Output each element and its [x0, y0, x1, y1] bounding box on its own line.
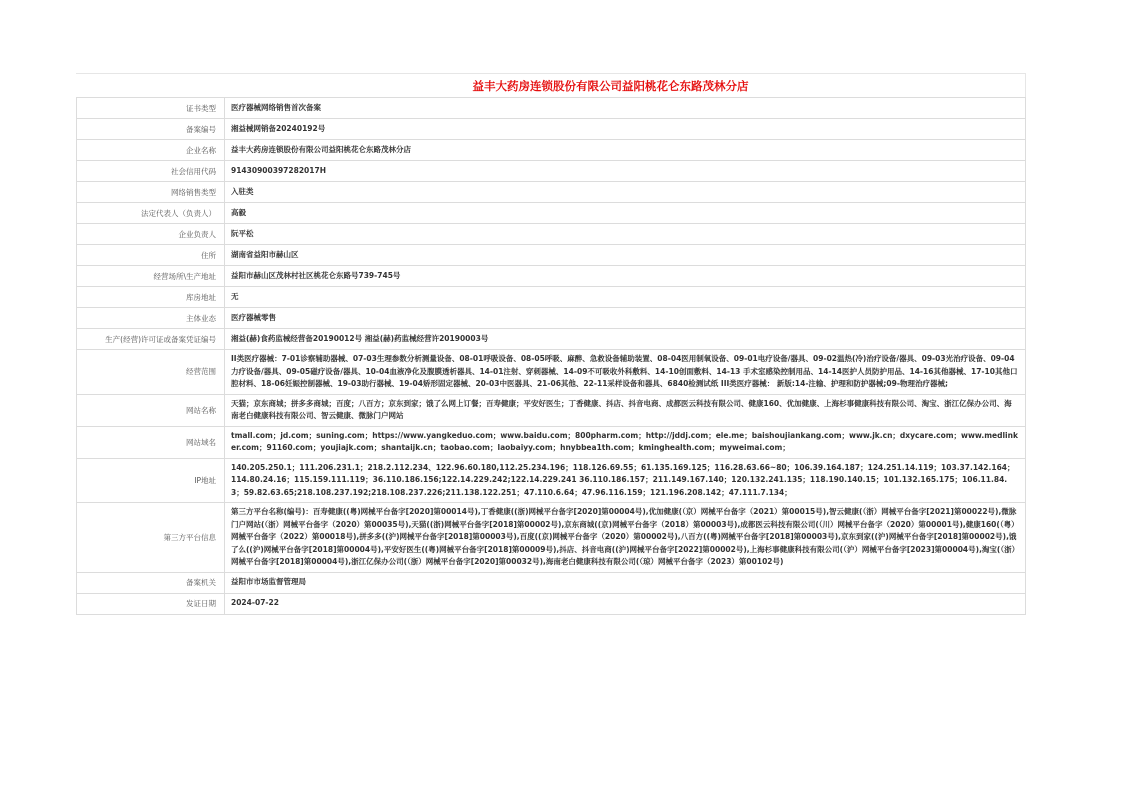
table-row: [77, 329, 1026, 350]
table-row: [77, 350, 1026, 395]
table-row: [77, 98, 1026, 119]
field-value: 医疗器械网络销售首次备案: [225, 98, 1026, 119]
field-label: 生产(经营)许可证或备案凭证编号: [77, 329, 225, 350]
table-row: [77, 394, 1026, 426]
field-label: 企业负责人: [77, 224, 225, 245]
field-value: 益阳市赫山区茂林村社区桃花仑东路号739-745号: [225, 266, 1026, 287]
field-value: 无: [225, 287, 1026, 308]
field-value: 益丰大药房连锁股份有限公司益阳桃花仑东路茂林分店: [225, 140, 1026, 161]
field-value: tmall.com；jd.com；suning.com；https://www.yangkeduo.com；www.baidu.com；800pharm.com；http://jddj.com；ele.me；baishoujiankang.com；www.jk.cn；dxycare.com；www.medlinker.com；91160.com；youjiajk.com；shantaijk.cn；taobao.com；laobaiyy.com；hnybbea1th.com；kminghealth.com；myweimai.com；: [225, 426, 1026, 458]
field-value: 高毅: [225, 203, 1026, 224]
table-row: [77, 119, 1026, 140]
field-value: 益阳市市场监督管理局: [225, 572, 1026, 593]
field-label: 发证日期: [77, 593, 225, 614]
table-row: [77, 245, 1026, 266]
field-label: 法定代表人（负责人）: [77, 203, 225, 224]
field-value: 阮平松: [225, 224, 1026, 245]
field-value: 第三方平台名称(编号)：百寿健康((粤)网械平台备字[2020]第00014号),丁香健康((浙)网械平台备字[2020]第00004号),优加健康(（京）网械平台备字（2021）第00015号),智云健康(（浙）网械平台备字[2021]第00022号),微脉门户网站(（浙）网械平台备字（2020）第00035号),天猫((浙)网械平台备字[2018]第00002号),京东商城((京)网械平台备字（2018）第00003号),成都医云科技有限公司(（川）网械平台备字（2020）第00001号),健康160(（粤）网械平台备字（2022）第00018号),拼多多((沪)网械平台备字[2018]第00003号),百度((京)网械平台备字（2020）第00002号),八百方((粤)网械平台备字[2018]第00003号),京东到家((沪)网械平台备字[2018]第00002号),饿了么((沪)网械平台备字[2018]第00004号),平安好医生((粤)网械平台备字[2018]第00009号),抖店、抖音电商((沪)网械平台备字[2022]第00002号),上海杉事健康科技有限公司(（沪）网械平台备字[2023]第00004号),淘宝(（浙）网械平台备字[2018]第00004号),浙江亿保办公司(（浙）网械平台备字[2020]第00032号),海南老白健康科技有限公司(（琼）网械平台备字（2023）第00102号): [225, 503, 1026, 573]
document-title: 益丰大药房连锁股份有限公司益阳桃花仑东路茂林分店: [76, 73, 1026, 97]
field-value: 天猫；京东商城；拼多多商城；百度；八百方；京东到家；饿了么网上订餐；百寿健康；平安好医生；丁香健康、抖店、抖音电商、成都医云科技有限公司、健康160、优加健康、上海杉事健康科技有限公司、淘宝、浙江亿保办公司、海南老白健康科技有限公司、智云健康、微脉门户网站: [225, 394, 1026, 426]
table-row: [77, 140, 1026, 161]
table-row: [77, 572, 1026, 593]
field-label: 备案机关: [77, 572, 225, 593]
record-table: [76, 97, 1026, 615]
table-row: [77, 287, 1026, 308]
table-row: [77, 266, 1026, 287]
field-value: 湖南省益阳市赫山区: [225, 245, 1026, 266]
field-label: 第三方平台信息: [77, 503, 225, 573]
field-value: 医疗器械零售: [225, 308, 1026, 329]
field-value: 湘益械网销备20240192号: [225, 119, 1026, 140]
field-label: 经营场所\生产地址: [77, 266, 225, 287]
table-row: [77, 203, 1026, 224]
field-label: 库房地址: [77, 287, 225, 308]
field-value: 91430900397282017H: [225, 161, 1026, 182]
field-label: 社会信用代码: [77, 161, 225, 182]
record-document: [76, 73, 1026, 615]
field-label: 网站名称: [77, 394, 225, 426]
field-label: 主体业态: [77, 308, 225, 329]
field-value: 湘益(赫)食药监械经营备20190012号 湘益(赫)药监械经营许20190003号: [225, 329, 1026, 350]
table-row: [77, 308, 1026, 329]
field-label: 备案编号: [77, 119, 225, 140]
field-value: 入驻类: [225, 182, 1026, 203]
table-row: [77, 182, 1026, 203]
field-label: 经营范围: [77, 350, 225, 395]
table-row: [77, 161, 1026, 182]
table-row: [77, 426, 1026, 458]
field-label: 网站域名: [77, 426, 225, 458]
table-row: [77, 503, 1026, 573]
table-row: [77, 458, 1026, 503]
table-row: [77, 224, 1026, 245]
field-value: II类医疗器械：7-01诊察辅助器械、07-03生理参数分析测量设备、08-01呼吸设备、08-05呼吸、麻醉、急救设备辅助装置、08-04医用制氧设备、09-01电疗设备/器具、09-02温热(冷)治疗设备/器具、09-03光治疗设备、09-04力疗设备/器具、09-05磁疗设备/器具、10-04血液净化及腹膜透析器具、14-01注射、穿刺器械、14-09不可吸收外科敷料、14-10创面敷料、14-13 手术室感染控制用品、14-14医护人员防护用品、14-16其他器械、17-10其他口腔材料、18-06妊娠控制器械、19-03助行器械、19-04矫形固定器械、20-03中医器具、21-06其他、22-11采样设备和器具、6840检测试纸 III类医疗器械： 新版:14-注输、护理和防护器械;09-物理治疗器械;: [225, 350, 1026, 395]
field-label: 证书类型: [77, 98, 225, 119]
field-value: 2024-07-22: [225, 593, 1026, 614]
field-value: 140.205.250.1；111.206.231.1；218.2.112.234、122.96.60.180,112.25.234.196；118.126.69.55；61.135.169.125；116.28.63.66~80；106.39.164.187；124.251.14.119；103.37.142.164；114.80.24.16；115.159.111.119；36.110.186.156;122.14.229.242;122.14.229.241 36.110.186.157；211.149.167.140；120.132.241.135；118.190.140.15；101.132.165.175；106.11.84.3；59.82.63.65;218.108.237.192;218.108.237.226;211.138.122.251；47.110.6.64；47.96.116.159；121.196.208.142；47.111.7.134；: [225, 458, 1026, 503]
field-label: 企业名称: [77, 140, 225, 161]
table-row: [77, 593, 1026, 614]
field-label: 住所: [77, 245, 225, 266]
field-label: IP地址: [77, 458, 225, 503]
field-label: 网络销售类型: [77, 182, 225, 203]
